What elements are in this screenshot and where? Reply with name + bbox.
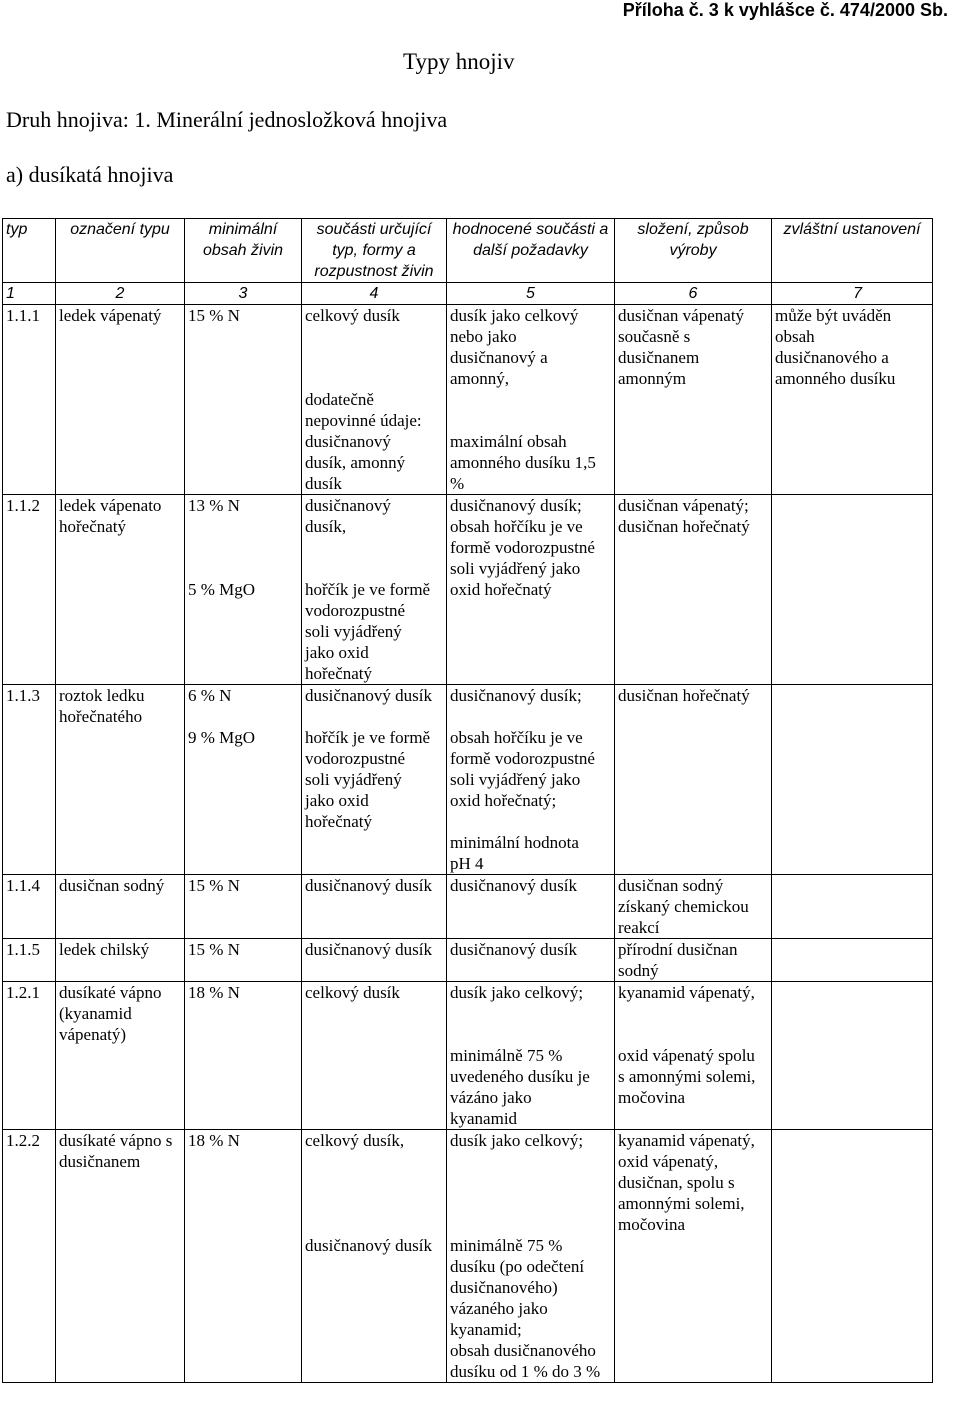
part-text: dodatečně nepovinné údaje: dusičnanový dusík, amonný dusík [305,390,422,493]
column-number-row [3,283,933,305]
determining-parts [302,1130,447,1383]
eval-text: dusík jako celkový; [450,983,584,1002]
composition: přírodní dusičnan sodný [615,939,772,982]
table-header-row [3,219,933,283]
composition: dusičnan vápenatý současně s dusičnanem amonným [615,305,772,495]
type-code: 1.2.2 [3,1130,56,1383]
determining-parts: dusičnanový dusík [302,939,447,982]
min-content-value: 15 % N [188,306,240,325]
part-text: dusičnanový dusík [305,1236,433,1255]
evaluated-parts [447,982,615,1130]
table-row [3,495,933,685]
eval-text: dusík jako celkový; [450,1131,584,1150]
type-name: dusíkaté vápno s dusičnanem [56,1130,185,1383]
part-text: dusičnanový dusík [305,686,433,705]
special-provisions [772,939,933,982]
evaluated-parts: dusičnanový dusík [447,939,615,982]
type-code: 1.1.1 [3,305,56,495]
column-number: 7 [772,283,933,305]
column-number: 2 [56,283,185,305]
min-content-value: 5 % MgO [188,580,256,599]
eval-text: minimálně 75 % dusíku (po odečtení dusičnanového) vázaného jako kyanamid; obsah dusičnanového dusíku od 1 % do 3 % [450,1236,601,1381]
column-number: 3 [185,283,302,305]
composition-text: kyanamid vápenatý, [618,983,755,1002]
min-content-value: 6 % N [188,686,232,705]
column-header: typ [3,219,56,283]
eval-text: minimálně 75 % uvedeného dusíku je vázáno jako kyanamid [450,1046,590,1128]
min-content: 15 % N [185,875,302,939]
column-header: minimální obsah živin [185,219,302,283]
type-code: 1.1.4 [3,875,56,939]
table-row [3,305,933,495]
determining-parts [302,305,447,495]
special-provisions [772,875,933,939]
type-name: dusíkaté vápno (kyanamid vápenatý) [56,982,185,1130]
determining-parts [302,495,447,685]
type-name: ledek chilský [56,939,185,982]
eval-text: dusík jako celkový nebo jako dusičnanový a amonný, [450,306,579,388]
type-name: ledek vápenatý [56,305,185,495]
column-header: hodnocené součásti a další požadavky [447,219,615,283]
min-content [185,305,302,495]
table-row [3,1130,933,1383]
annex-reference: Příloha č. 3 k vyhlášce č. 474/2000 Sb. [622,0,948,20]
evaluated-parts [447,305,615,495]
min-content: 15 % N [185,939,302,982]
column-header: označení typu [56,219,185,283]
page-title: Typy hnojiv [403,49,515,74]
min-content-value: 9 % MgO [188,728,256,747]
type-code: 1.1.5 [3,939,56,982]
determining-parts [302,685,447,875]
part-text: dusičnanový dusík, [305,496,391,536]
type-code: 1.2.1 [3,982,56,1130]
part-text: hořčík je ve formě vodorozpustné soli vyjádřený jako oxid hořečnatý [305,728,431,831]
eval-text: minimální hodnota pH 4 [450,833,579,873]
type-name: dusičnan sodný [56,875,185,939]
composition: dusičnan hořečnatý [615,685,772,875]
table-row [3,982,933,1130]
eval-text: dusičnanový dusík; obsah hořčíku je ve formě vodorozpustné soli vyjádřený jako oxid hořečnatý [450,496,595,599]
type-name: roztok ledku hořečnatého [56,685,185,875]
column-header: součásti určující typ, formy a rozpustnost živin [302,219,447,283]
table-row [3,939,933,982]
composition-text: oxid vápenatý spolu s amonnými solemi, močovina [618,1046,756,1107]
min-content-value: 13 % N [188,496,240,515]
special-provisions [772,1130,933,1383]
evaluated-parts [447,495,615,685]
composition: kyanamid vápenatý, oxid vápenatý, dusičnan, spolu s amonnými solemi, močovina [615,1130,772,1383]
column-number: 6 [615,283,772,305]
fertilizer-kind-heading: Druh hnojiva: 1. Minerální jednosložková hnojiva [6,107,448,132]
type-code: 1.1.2 [3,495,56,685]
special-provisions: může být uváděn obsah dusičnanového a amonného dusíku [772,305,933,495]
column-header: zvláštní ustanovení [772,219,933,283]
eval-text: dusičnanový dusík; [450,686,582,705]
part-text: celkový dusík, [305,1131,405,1150]
min-content: 18 % N [185,982,302,1130]
part-text: hořčík je ve formě vodorozpustné soli vyjádřený jako oxid hořečnatý [305,580,431,683]
composition [615,982,772,1130]
composition: dusičnan vápenatý; dusičnan hořečnatý [615,495,772,685]
part-text: celkový dusík [305,306,400,325]
min-content [185,495,302,685]
evaluated-parts: dusičnanový dusík [447,875,615,939]
determining-parts: dusičnanový dusík [302,875,447,939]
subsection-heading: a) dusíkatá hnojiva [6,162,174,187]
type-code: 1.1.3 [3,685,56,875]
min-content [185,685,302,875]
special-provisions [772,685,933,875]
column-number: 5 [447,283,615,305]
evaluated-parts [447,685,615,875]
type-name: ledek vápenato hořečnatý [56,495,185,685]
eval-text: maximální obsah amonného dusíku 1,5 % [450,432,596,493]
column-number: 4 [302,283,447,305]
min-content: 18 % N [185,1130,302,1383]
determining-parts: celkový dusík [302,982,447,1130]
eval-text: obsah hořčíku je ve formě vodorozpustné soli vyjádřený jako oxid hořečnatý; [450,728,595,810]
evaluated-parts [447,1130,615,1383]
table-row [3,875,933,939]
column-number: 1 [3,283,56,305]
fertilizer-types-table [2,218,933,1383]
column-header: složení, způsob výroby [615,219,772,283]
special-provisions [772,495,933,685]
table-row [3,685,933,875]
special-provisions [772,982,933,1130]
composition: dusičnan sodný získaný chemickou reakcí [615,875,772,939]
